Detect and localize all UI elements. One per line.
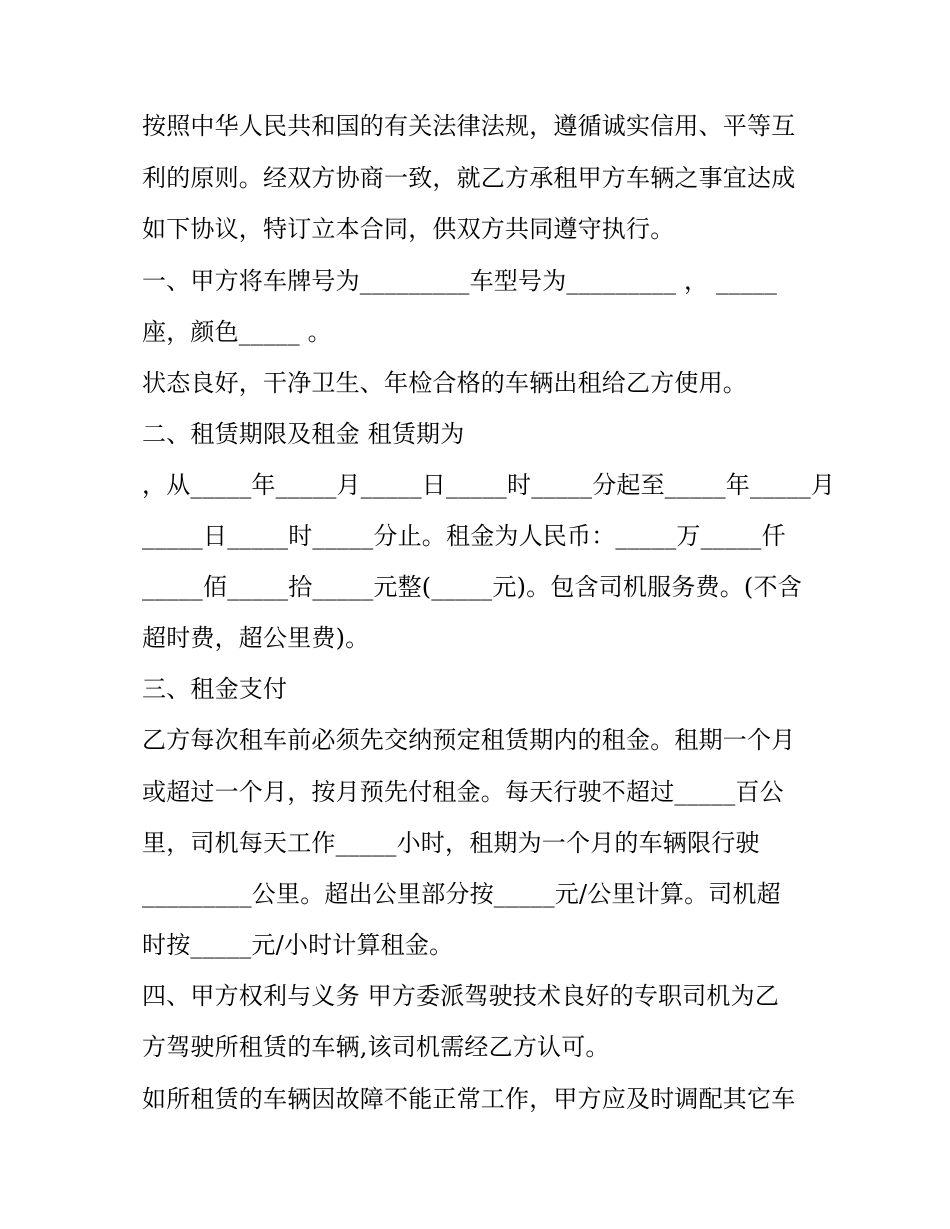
text-line: 一、甲方将车牌号为_________车型号为_________ ， _____ xyxy=(142,267,778,295)
text-line: 四、甲方权利与义务 甲方委派驾驶技术良好的专职司机为乙 xyxy=(142,982,780,1010)
text-line: _____佰_____拾_____元整(_____元)。包含司机服务费。(不含 xyxy=(142,573,802,601)
text-line: 里，司机每天工作_____小时，租期为一个月的车辆限行驶 xyxy=(142,829,760,857)
text-line: 利的原则。经双方协商一致，就乙方承租甲方车辆之事宜达成 xyxy=(142,164,796,192)
text-line: 如所租赁的车辆因故障不能正常工作，甲方应及时调配其它车 xyxy=(142,1085,796,1113)
text-line: 三、租金支付 xyxy=(142,675,288,703)
text-line: 二、租赁期限及租金 租赁期为 xyxy=(142,420,465,448)
text-line: ，从_____年_____月_____日_____时_____分起至_____年_____月 xyxy=(142,471,836,499)
text-line: 按照中华人民共和国的有关法律法规，遵循诚实信用、平等互 xyxy=(142,112,796,140)
text-line: 超时费，超公里费)。 xyxy=(142,624,370,652)
text-line: 状态良好，干净卫生、年检合格的车辆出租给乙方使用。 xyxy=(142,369,747,397)
text-line: 座，颜色_____ 。 xyxy=(142,318,332,346)
text-line: _____日_____时_____分止。租金为人民币：_____万_____仟 xyxy=(142,522,786,550)
text-line: 或超过一个月，按月预先付租金。每天行驶不超过_____百公 xyxy=(142,778,784,806)
text-line: 如下协议，特订立本合同，供双方共同遵守执行。 xyxy=(142,215,675,243)
text-line: 乙方每次租车前必须先交纳预定租赁期内的租金。租期一个月 xyxy=(142,726,796,754)
text-line: _________公里。超出公里部分按_____元/公里计算。司机超 xyxy=(142,880,781,908)
text-line: 方驾驶所租赁的车辆,该司机需经乙方认可。 xyxy=(142,1033,610,1061)
text-line: 时按_____元/小时计算租金。 xyxy=(142,931,454,959)
